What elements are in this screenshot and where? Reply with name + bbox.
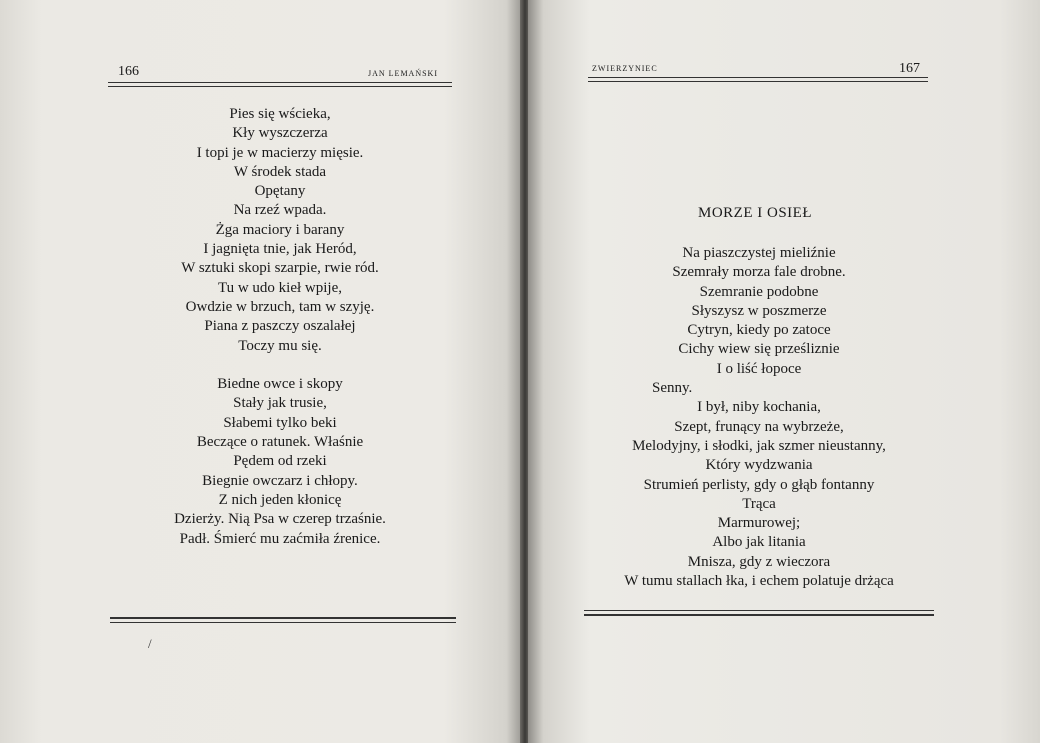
- poem-line: Pies się wścieka,: [229, 106, 331, 122]
- right-footer-rule-bottom: [584, 614, 934, 616]
- poem-line: Na piaszczystej mieliźnie: [682, 245, 836, 261]
- right-header-rule-top: [588, 77, 928, 78]
- poem-line: Który wydzwania: [705, 457, 813, 474]
- poem-line: Szemrały morza fale drobne.: [672, 264, 846, 281]
- poem-line: Tu w udo kieł wpije,: [217, 279, 343, 296]
- poem-line: Opętany: [254, 183, 306, 200]
- poem-line: Słyszysz w poszmerze: [691, 302, 827, 319]
- right-running-title: ZWIERZYNIEC: [592, 64, 658, 73]
- poem-line: Biedne owce i skopy: [217, 376, 343, 393]
- left-footer-rule-bottom: [110, 622, 456, 623]
- right-header-rule-bottom: [588, 81, 928, 82]
- poem-line: Mnisza, gdy z wieczora: [687, 553, 831, 570]
- left-footer-rule-top: [110, 617, 456, 619]
- poem-line: Owdzie w brzuch, tam w szyję.: [185, 298, 375, 315]
- left-running-title: JAN LEMAŃSKI: [368, 69, 438, 78]
- poem-line: Melodyjny, i słodki, jak szmer nieustanny,: [632, 437, 886, 454]
- poem-line: Słabemi tylko beki: [223, 414, 337, 431]
- poem-line: I o liść łopoce: [716, 360, 802, 377]
- poem-line: W sztuki skopi szarpie, rwie ród.: [181, 260, 379, 277]
- poem-line: I jagnięta tnie, jak Heród,: [203, 241, 357, 258]
- poem-line: Z nich jeden kłonicę: [218, 491, 342, 508]
- poem-line: I był, niby kochania,: [697, 399, 821, 416]
- poem-line: Cytryn, kiedy po zatoce: [687, 322, 831, 339]
- poem-line: Marmurowej;: [717, 515, 801, 532]
- poem-line: Trąca: [742, 495, 776, 512]
- poem-line: Żga maciory i barany: [215, 221, 345, 238]
- poem-line: Piana z paszczy oszalałej: [204, 318, 356, 335]
- poem-title: MORZE I OSIEŁ: [698, 205, 812, 221]
- poem-line: Cichy wiew się prześliznie: [678, 341, 840, 358]
- right-page-number: 167: [899, 61, 920, 76]
- poem-line: Strumień perlisty, gdy o głąb fontanny: [643, 476, 875, 493]
- poem-line: Beczące o ratunek. Właśnie: [196, 434, 364, 451]
- right-footer-rule-top: [584, 610, 934, 611]
- poem-line: Szemranie podobne: [699, 283, 819, 300]
- stanza-break: [110, 356, 450, 375]
- poem-line: Toczy mu się.: [238, 337, 322, 354]
- poem-line: W tumu stallach łka, i echem polatuje drżąca: [624, 573, 894, 590]
- poem-line: Szept, frunący na wybrzeże,: [674, 418, 844, 435]
- left-header-rule-bottom: [108, 86, 452, 87]
- poem-line: Na rzeź wpada.: [233, 202, 327, 219]
- stray-pencil-mark: /: [148, 636, 152, 651]
- poem-line: Padł. Śmierć mu zaćmiła źrenice.: [179, 530, 381, 547]
- poem-line: Biegnie owczarz i chłopy.: [202, 472, 358, 489]
- poem-line: Stały jak trusie,: [233, 395, 327, 412]
- left-header-rule-top: [108, 82, 452, 83]
- poem-line: Kły wyszczerza: [232, 125, 328, 142]
- poem-line: I topi je w macierzy mięsie.: [196, 144, 364, 161]
- poem-line: Dzierży. Nią Psa w czerep trzaśnie.: [174, 511, 386, 528]
- poem-line: Albo jak litania: [712, 534, 806, 551]
- right-poem: [588, 244, 930, 591]
- poem-line: Senny.: [652, 380, 693, 397]
- left-poem: [110, 105, 450, 549]
- left-page-number: 166: [118, 64, 139, 79]
- right-page: [528, 0, 1040, 743]
- poem-line: Pędem od rzeki: [233, 453, 327, 470]
- poem-line: W środek stada: [233, 163, 327, 180]
